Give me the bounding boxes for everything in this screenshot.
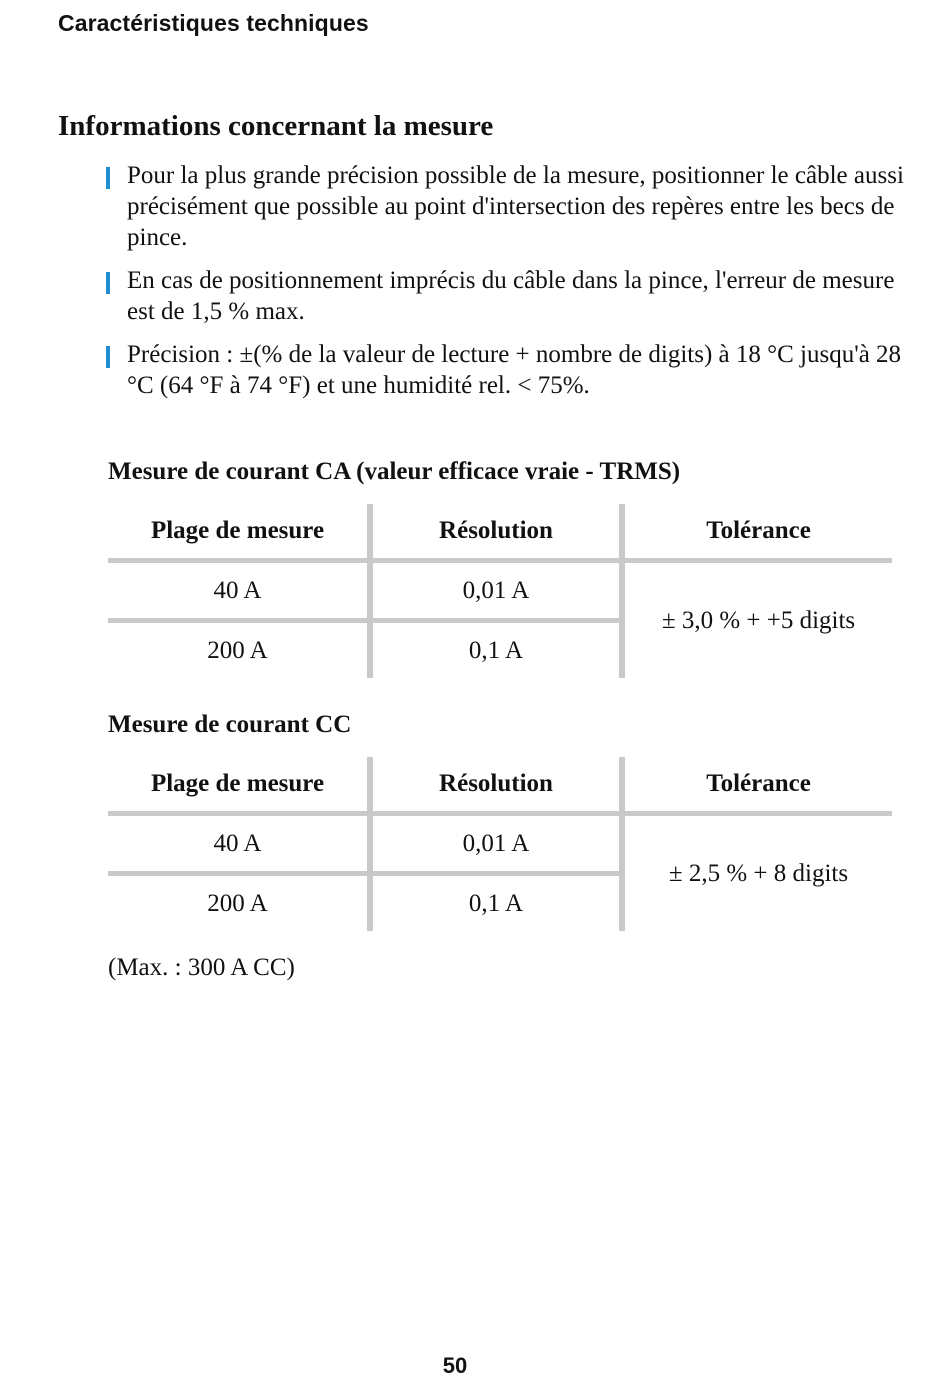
bullet-list [104, 160, 904, 413]
range-cell: 200 A [108, 874, 370, 932]
page-number: 50 [442, 1353, 468, 1378]
ac-table-title: Mesure de courant CA (valeur efficace vraie - TRMS) [108, 458, 681, 485]
ac-current-table [108, 504, 892, 678]
range-cell: 200 A [108, 621, 370, 679]
resolution-cell: 0,1 A [370, 874, 622, 932]
tolerance-cell: ± 3,0 % + +5 digits [661, 606, 856, 634]
bullet-item [104, 339, 904, 401]
bullet-item [104, 160, 904, 253]
range-cell: 40 A [108, 814, 370, 874]
resolution-cell: 0,01 A [370, 814, 622, 874]
section-title: Informations concernant la mesure [58, 110, 494, 142]
bullet-text: En cas de positionnement imprécis du câble dans la pince, l'erreur de mesure est de 1,5 % max. [127, 267, 895, 325]
dc-current-table [108, 757, 892, 931]
bullet-marker-icon [106, 167, 110, 189]
table-row [108, 814, 892, 874]
column-header-tolerance: Tolérance [622, 504, 892, 561]
table-header-row [108, 504, 892, 561]
table-header-row [108, 757, 892, 814]
column-header-resolution: Résolution [370, 504, 622, 561]
column-header-tolerance: Tolérance [622, 757, 892, 814]
running-header: Caractéristiques techniques [58, 10, 369, 36]
bullet-marker-icon [106, 272, 110, 294]
bullet-text: Précision : ±(% de la valeur de lecture + nombre de digits) à 18 °C jusqu'à 28 °C (64 °F à 74 °F) et une humidité rel. < 75%. [127, 341, 902, 399]
resolution-cell: 0,01 A [370, 561, 622, 621]
max-note: (Max. : 300 A CC) [108, 954, 295, 981]
column-header-range: Plage de mesure [108, 757, 370, 814]
range-cell: 40 A [108, 561, 370, 621]
column-header-range: Plage de mesure [108, 504, 370, 561]
column-header-resolution: Résolution [370, 757, 622, 814]
resolution-cell: 0,1 A [370, 621, 622, 679]
bullet-marker-icon [106, 346, 110, 368]
table-row [108, 561, 892, 621]
dc-table-title: Mesure de courant CC [108, 711, 352, 738]
bullet-text: Pour la plus grande précision possible de la mesure, positionner le câble aussi précisément que possible au point d'intersection des repères entre les becs de pince. [127, 162, 904, 251]
tolerance-cell: ± 2,5 % + 8 digits [668, 859, 849, 887]
bullet-item [104, 265, 904, 327]
